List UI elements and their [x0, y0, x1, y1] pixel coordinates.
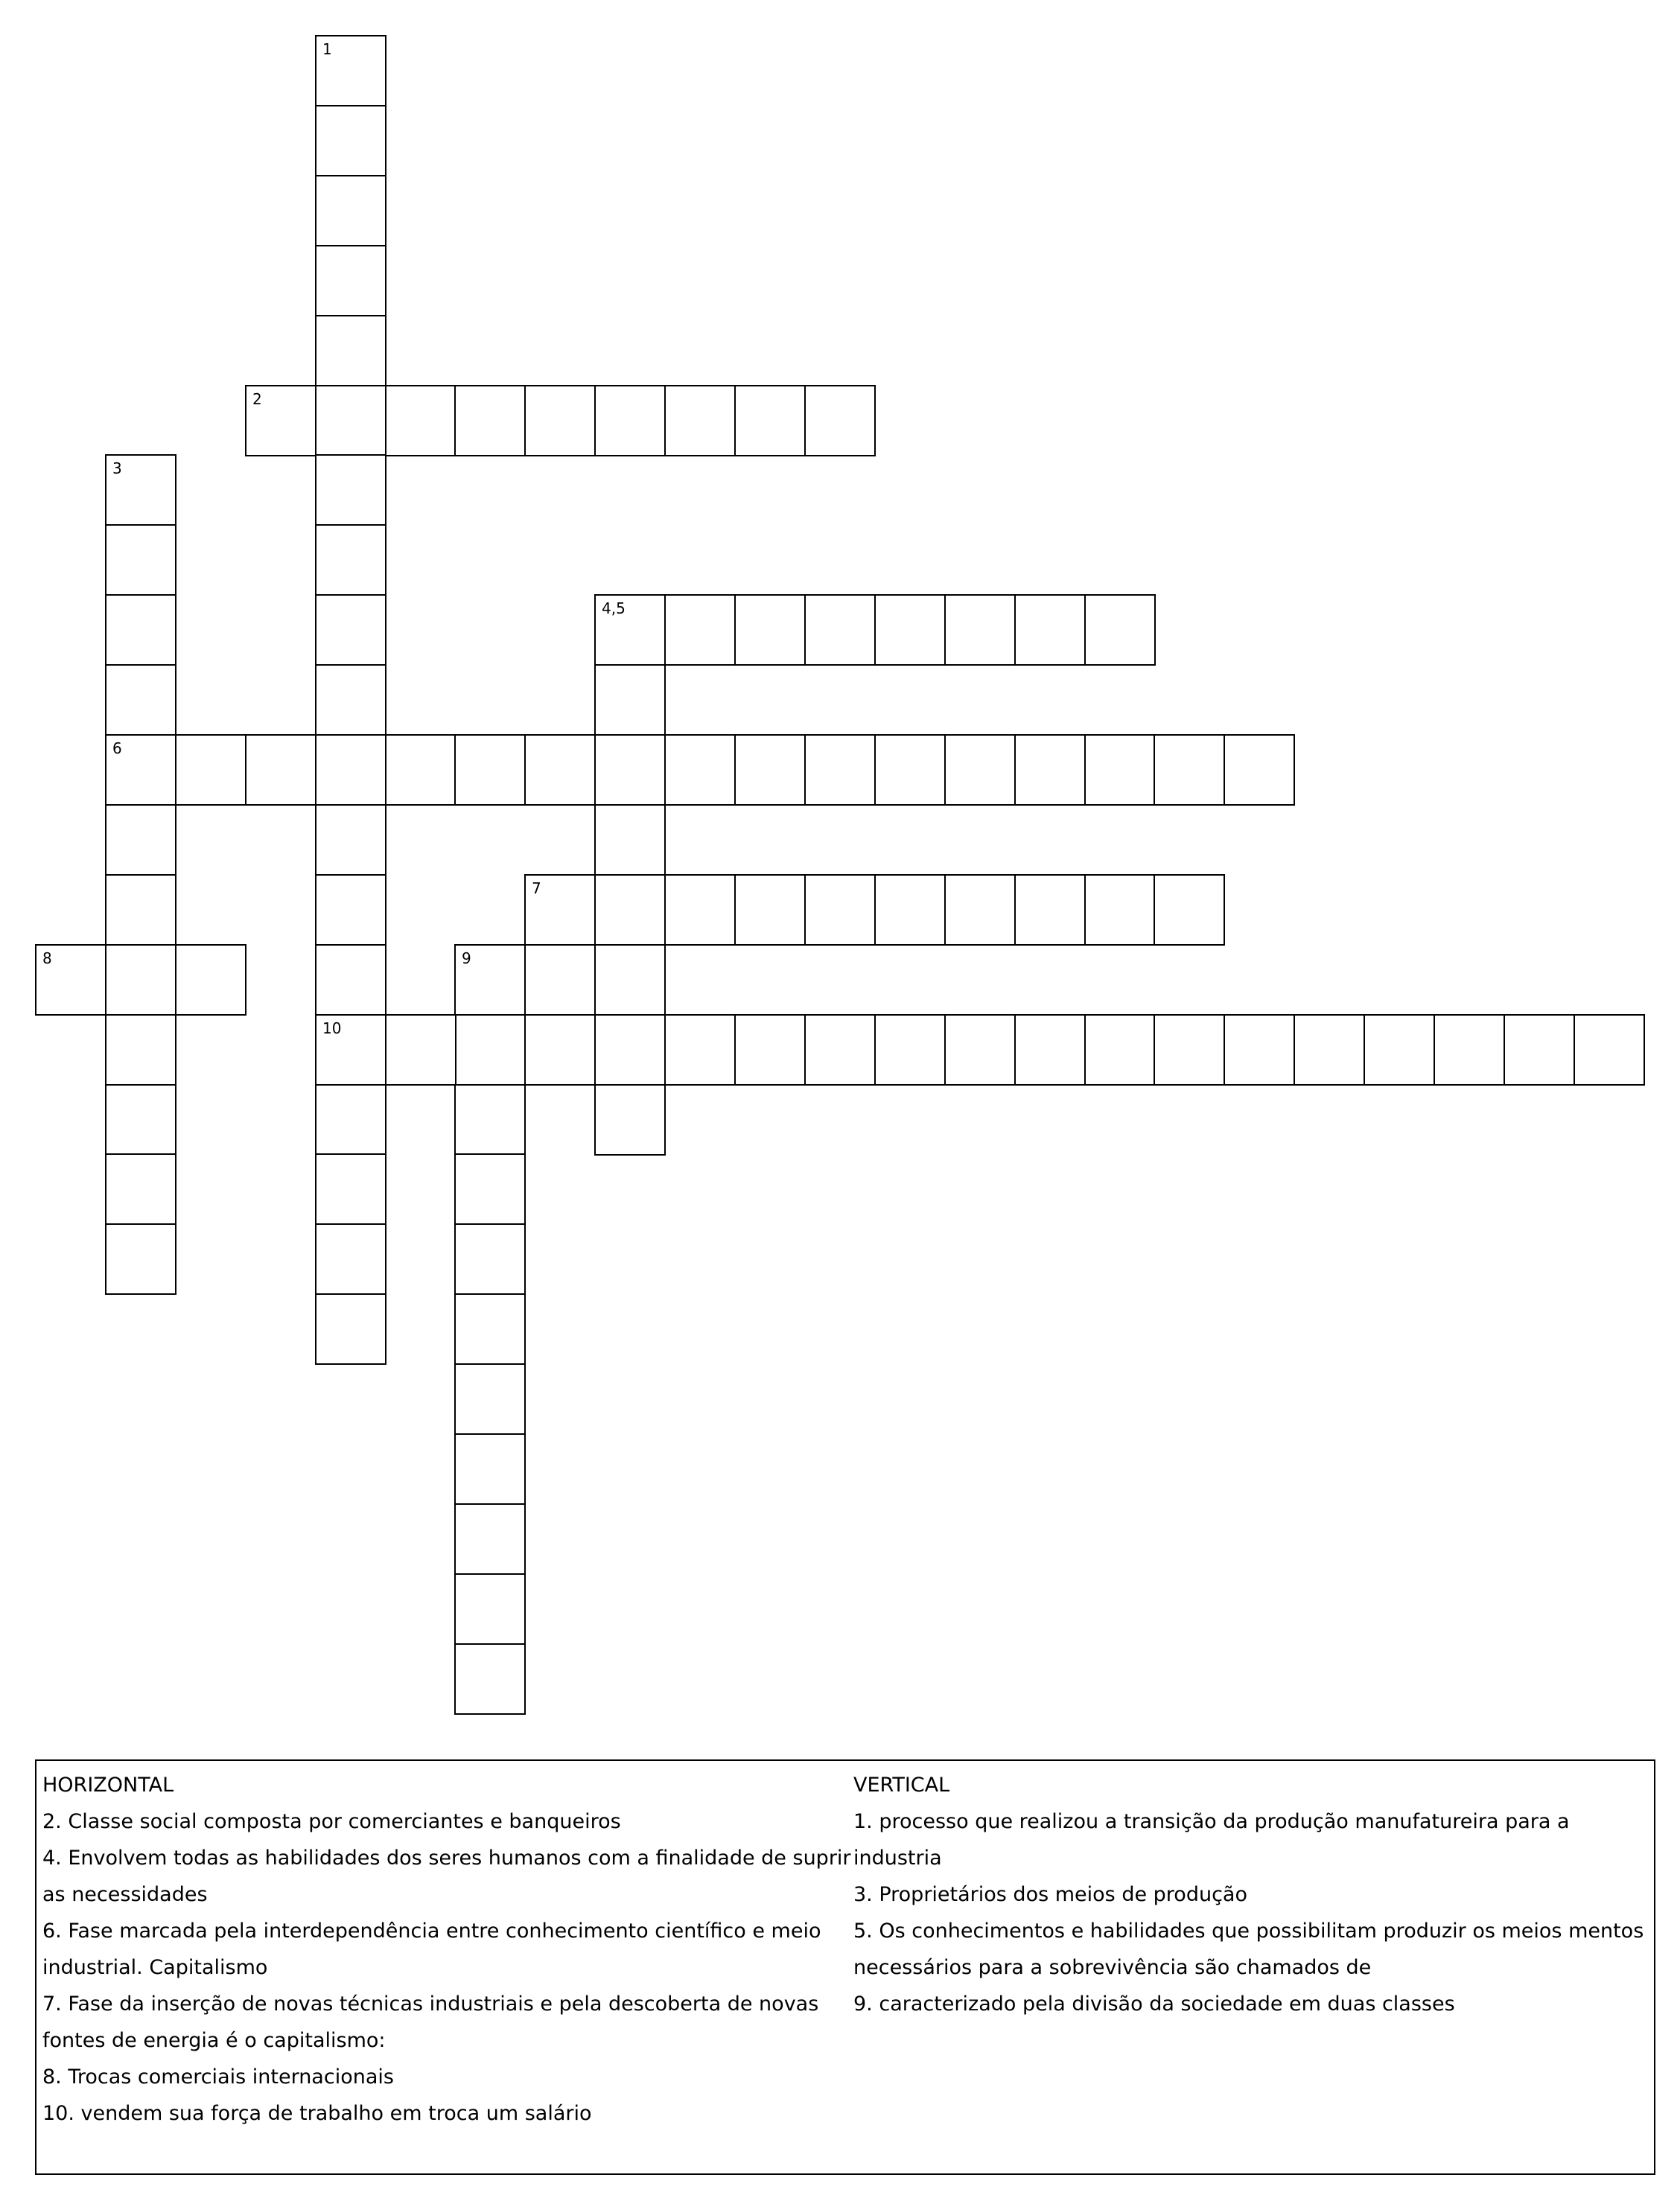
- crossword-cell[interactable]: [454, 1153, 526, 1225]
- crossword-cell[interactable]: [315, 524, 386, 596]
- crossword-cell[interactable]: [385, 1014, 456, 1086]
- clue-line: 4. Envolvem todas as habilidades dos seres humanos com a finalidade de suprir: [42, 1847, 851, 1870]
- crossword-cell[interactable]: [454, 944, 526, 1016]
- clue-line: industria: [853, 1847, 942, 1870]
- vertical-heading: VERTICAL: [853, 1774, 950, 1797]
- crossword-cell[interactable]: [664, 1014, 736, 1086]
- crossword-cell[interactable]: [315, 315, 386, 386]
- crossword-cell[interactable]: [454, 734, 526, 806]
- crossword-cell[interactable]: [454, 1293, 526, 1365]
- crossword-cell[interactable]: [1014, 874, 1086, 946]
- crossword-cell[interactable]: [804, 1014, 876, 1086]
- crossword-cell[interactable]: [944, 1014, 1016, 1086]
- crossword-cell[interactable]: [175, 734, 246, 806]
- crossword-cell[interactable]: [1224, 1014, 1295, 1086]
- crossword-cell[interactable]: [874, 594, 946, 666]
- crossword-cell[interactable]: [804, 385, 876, 456]
- crossword-cell[interactable]: [315, 944, 386, 1016]
- crossword-cell[interactable]: [664, 874, 736, 946]
- crossword-cell[interactable]: [1014, 594, 1086, 666]
- crossword-cell[interactable]: [1434, 1014, 1505, 1086]
- crossword-cell[interactable]: [1154, 874, 1225, 946]
- crossword-cell[interactable]: [1084, 1014, 1156, 1086]
- crossword-cell[interactable]: [734, 385, 806, 456]
- crossword-cell[interactable]: [1224, 734, 1295, 806]
- crossword-cell[interactable]: [524, 874, 596, 946]
- crossword-cell[interactable]: [664, 594, 736, 666]
- crossword-cell[interactable]: [944, 594, 1016, 666]
- crossword-cell[interactable]: [874, 874, 946, 946]
- crossword-cell[interactable]: [315, 1084, 386, 1156]
- crossword-cell[interactable]: [594, 594, 666, 666]
- crossword-cell[interactable]: [315, 385, 386, 456]
- crossword-cell[interactable]: [664, 734, 736, 806]
- crossword-cell[interactable]: [315, 245, 386, 316]
- crossword-cell[interactable]: [594, 874, 666, 946]
- clue-number: 10: [322, 1019, 342, 1037]
- crossword-cell[interactable]: [1294, 1014, 1365, 1086]
- clue-number: 1: [322, 40, 332, 58]
- crossword-cell[interactable]: [594, 804, 666, 876]
- crossword-cell[interactable]: [315, 1293, 386, 1365]
- crossword-cell[interactable]: [105, 1014, 176, 1086]
- crossword-cell[interactable]: [594, 664, 666, 736]
- crossword-cell[interactable]: [105, 804, 176, 876]
- crossword-cell[interactable]: [734, 734, 806, 806]
- crossword-cell[interactable]: [944, 734, 1016, 806]
- clue-line: fontes de energia é o capitalismo:: [42, 2029, 386, 2052]
- crossword-cell[interactable]: [105, 524, 176, 596]
- clue-line: 2. Classe social composta por comerciantes e banqueiros: [42, 1810, 621, 1833]
- crossword-cell[interactable]: [734, 874, 806, 946]
- crossword-cell[interactable]: [454, 1363, 526, 1435]
- clue-line: 6. Fase marcada pela interdependência entre conhecimento científico e meio: [42, 1920, 821, 1943]
- crossword-cell[interactable]: [245, 385, 316, 456]
- crossword-cell[interactable]: [1014, 734, 1086, 806]
- clue-number: 8: [42, 949, 52, 967]
- crossword-cell[interactable]: [315, 594, 386, 666]
- crossword-cell[interactable]: [454, 1503, 526, 1575]
- crossword-cell[interactable]: [454, 1643, 526, 1715]
- crossword-cell[interactable]: [1504, 1014, 1575, 1086]
- clue-line: 10. vendem sua força de trabalho em troca um salário: [42, 2102, 592, 2125]
- crossword-cell[interactable]: [35, 944, 106, 1016]
- crossword-cell[interactable]: [594, 734, 666, 806]
- crossword-cell[interactable]: [594, 1084, 666, 1156]
- crossword-cell[interactable]: [385, 385, 456, 456]
- crossword-cell[interactable]: [315, 1153, 386, 1225]
- crossword-cell[interactable]: [245, 734, 316, 806]
- crossword-cell[interactable]: [454, 1014, 526, 1086]
- crossword-cell[interactable]: [105, 664, 176, 736]
- crossword-cell[interactable]: [1574, 1014, 1645, 1086]
- crossword-cell[interactable]: [524, 385, 596, 456]
- crossword-cell[interactable]: [315, 664, 386, 736]
- crossword-cell[interactable]: [315, 35, 386, 106]
- clue-line: 3. Proprietários dos meios de produção: [853, 1883, 1247, 1906]
- crossword-cell[interactable]: [944, 874, 1016, 946]
- crossword-cell[interactable]: [385, 734, 456, 806]
- crossword-cell[interactable]: [105, 594, 176, 666]
- clue-number: 6: [112, 739, 122, 757]
- clue-line: 5. Os conhecimentos e habilidades que possibilitam produzir os meios mentos: [853, 1920, 1644, 1943]
- clue-line: 1. processo que realizou a transição da produção manufatureira para a: [853, 1810, 1570, 1833]
- crossword-cell[interactable]: [804, 594, 876, 666]
- crossword-cell[interactable]: [105, 1153, 176, 1225]
- crossword-cell[interactable]: [524, 734, 596, 806]
- crossword-cell[interactable]: [1014, 1014, 1086, 1086]
- crossword-cell[interactable]: [594, 385, 666, 456]
- crossword-cell[interactable]: [594, 1014, 666, 1086]
- crossword-cell[interactable]: [874, 734, 946, 806]
- clue-line: industrial. Capitalismo: [42, 1956, 268, 1979]
- crossword-cell[interactable]: [734, 1014, 806, 1086]
- crossword-cell[interactable]: [315, 454, 386, 526]
- crossword-cell[interactable]: [1154, 1014, 1225, 1086]
- crossword-cell[interactable]: [175, 944, 246, 1016]
- crossword-cell[interactable]: [105, 734, 176, 806]
- clues-box: [35, 1759, 1655, 2175]
- clue-number: 4,5: [602, 599, 626, 617]
- crossword-cell[interactable]: [105, 1223, 176, 1295]
- crossword-cell[interactable]: [594, 944, 666, 1016]
- clue-line: necessários para a sobrevivência são chamados de: [853, 1956, 1372, 1979]
- clue-number: 7: [532, 879, 541, 897]
- crossword-cell[interactable]: [315, 105, 386, 176]
- crossword-cell[interactable]: [734, 594, 806, 666]
- crossword-cell[interactable]: [1084, 734, 1156, 806]
- crossword-cell[interactable]: [315, 734, 386, 806]
- crossword-cell[interactable]: [664, 385, 736, 456]
- crossword-cell[interactable]: [454, 1433, 526, 1505]
- crossword-cell[interactable]: [524, 1014, 596, 1086]
- crossword-cell[interactable]: [105, 454, 176, 526]
- crossword-cell[interactable]: [454, 385, 526, 456]
- horizontal-clues: [42, 1767, 851, 2132]
- crossword-cell[interactable]: [804, 734, 876, 806]
- clue-line: as necessidades: [42, 1883, 208, 1906]
- crossword-cell[interactable]: [105, 944, 176, 1016]
- crossword-cell[interactable]: [874, 1014, 946, 1086]
- crossword-cell[interactable]: [1154, 734, 1225, 806]
- clue-line: 7. Fase da inserção de novas técnicas industriais e pela descoberta de novas: [42, 1992, 819, 2016]
- crossword-cell[interactable]: [315, 1014, 386, 1086]
- crossword-cell[interactable]: [1364, 1014, 1435, 1086]
- clue-number: 3: [112, 459, 122, 477]
- horizontal-heading: HORIZONTAL: [42, 1774, 174, 1797]
- crossword-cell[interactable]: [804, 874, 876, 946]
- crossword-cell[interactable]: [454, 1573, 526, 1645]
- clue-number: 9: [462, 949, 471, 967]
- crossword-cell[interactable]: [315, 175, 386, 246]
- clue-line: 8. Trocas comerciais internacionais: [42, 2065, 394, 2089]
- crossword-cell[interactable]: [454, 1084, 526, 1156]
- vertical-clues: [853, 1767, 1643, 2022]
- crossword-cell[interactable]: [315, 804, 386, 876]
- crossword-cell[interactable]: [454, 1223, 526, 1295]
- crossword-cell[interactable]: [1084, 594, 1156, 666]
- clue-line: 9. caracterizado pela divisão da sociedade em duas classes: [853, 1992, 1455, 2016]
- clue-number: 2: [252, 390, 262, 408]
- crossword-cell[interactable]: [315, 1223, 386, 1295]
- crossword-cell[interactable]: [105, 1084, 176, 1156]
- crossword-cell[interactable]: [315, 874, 386, 946]
- crossword-cell[interactable]: [105, 874, 176, 946]
- crossword-cell[interactable]: [1084, 874, 1156, 946]
